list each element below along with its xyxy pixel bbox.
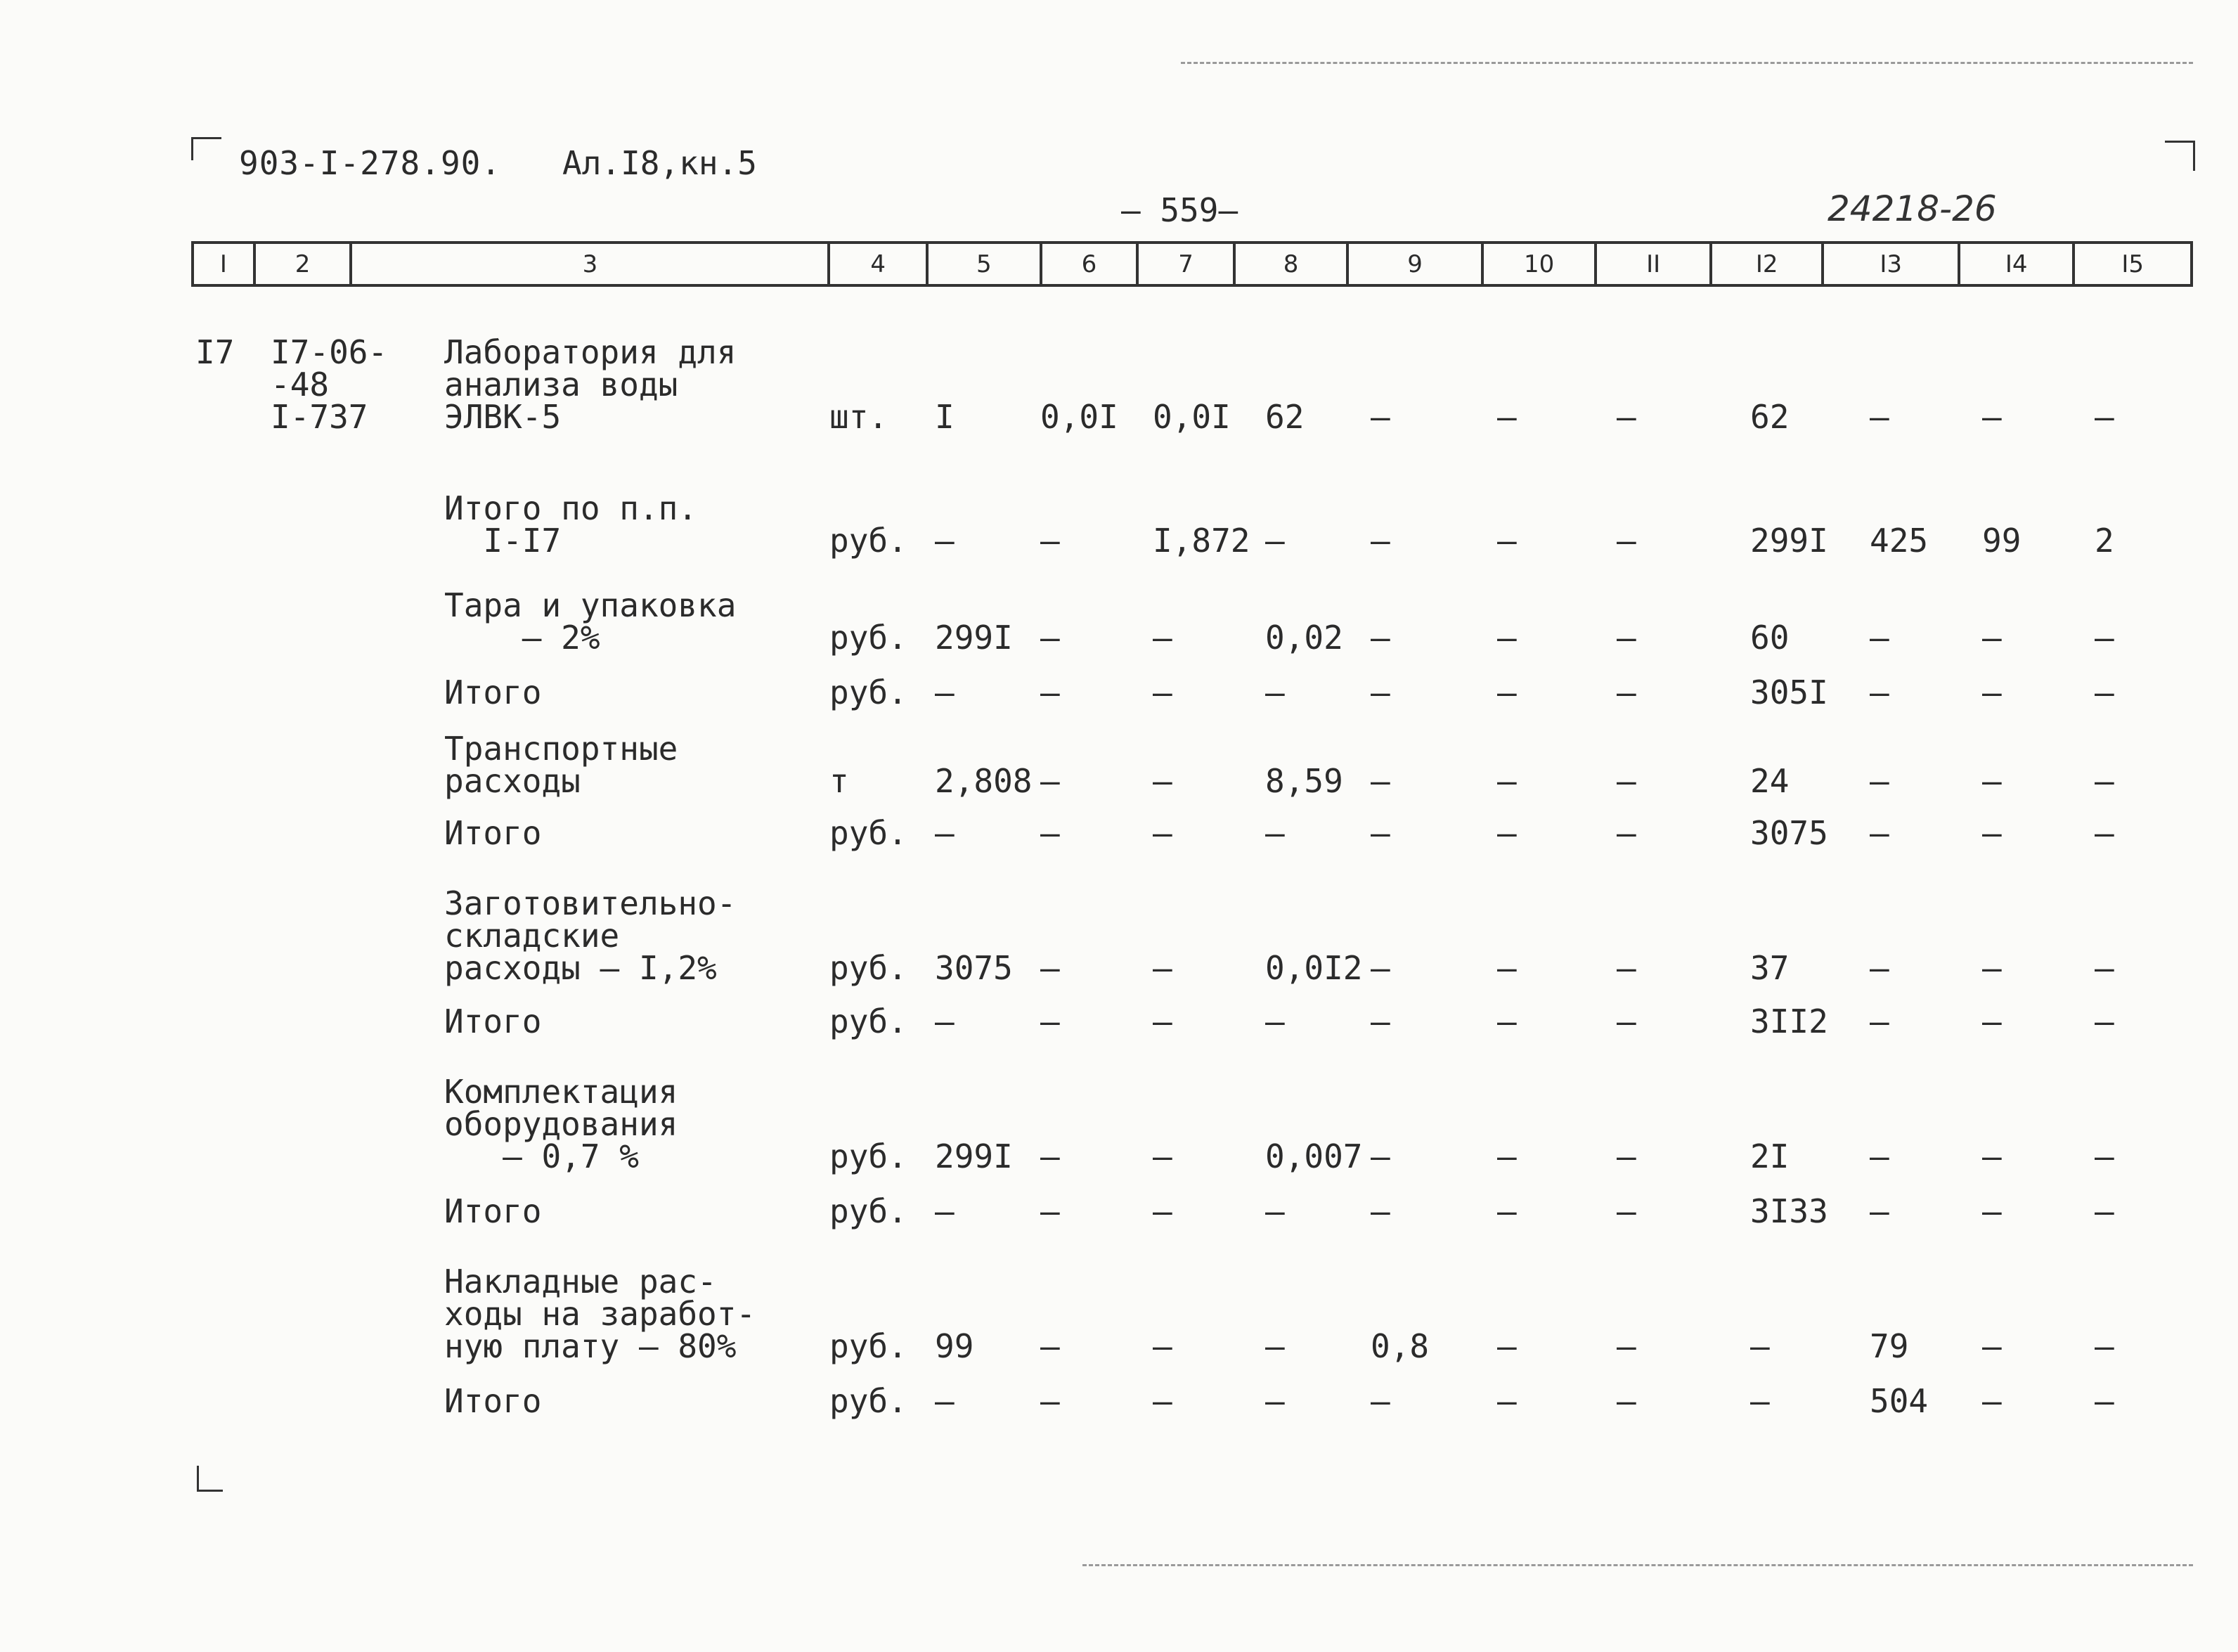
row-cell-unit: т: [829, 762, 849, 800]
row-cell-c7: –: [1153, 1382, 1172, 1420]
row-cell-c12: 305I: [1750, 673, 1828, 711]
row-cell-c5: 3075: [935, 949, 1013, 987]
row-cell-c9: –: [1371, 1382, 1390, 1420]
row-cell-c6: –: [1040, 814, 1060, 852]
row-cell-unit: руб.: [829, 1192, 907, 1230]
row-cell-c15: –: [2095, 1327, 2114, 1365]
row-cell-c7: –: [1153, 814, 1172, 852]
row-cell-c10: –: [1497, 619, 1517, 657]
row-cell-unit: руб.: [829, 814, 907, 852]
row-cell-c13: –: [1870, 398, 1889, 436]
row-cell-c12: 3075: [1750, 814, 1828, 852]
row-cell-c6: –: [1040, 522, 1060, 560]
row-cell-c6: –: [1040, 619, 1060, 657]
row-cell-desc: Итого: [444, 1192, 542, 1230]
row-cell-c7: –: [1153, 1327, 1172, 1365]
row-cell-c11: –: [1617, 949, 1636, 987]
row-cell-c12: 37: [1750, 949, 1790, 987]
row-cell-c6: –: [1040, 1192, 1060, 1230]
row-cell-c15: –: [2095, 1192, 2114, 1230]
row-cell-c15: –: [2095, 1382, 2114, 1420]
row-cell-c13: 504: [1870, 1382, 1929, 1420]
row-cell-c14: 99: [1982, 522, 2022, 560]
row-cell-unit: руб.: [829, 1327, 907, 1365]
row-cell-c14: –: [1982, 1382, 2002, 1420]
row-cell-unit: руб.: [829, 619, 907, 657]
handwritten-code: 24218-26: [1828, 188, 1997, 229]
col-header-8: 8: [1236, 244, 1350, 284]
row-cell-c14: –: [1982, 1192, 2002, 1230]
row-cell-c7: 0,0I: [1153, 398, 1231, 436]
row-cell-unit: руб.: [829, 949, 907, 987]
row-cell-c7: I,872: [1153, 522, 1250, 560]
row-cell-c6: –: [1040, 1137, 1060, 1175]
row-cell-c15: –: [2095, 1002, 2114, 1040]
row-cell-c9: –: [1371, 522, 1390, 560]
row-cell-desc: Транспортные расходы: [444, 730, 678, 800]
row-cell-c14: –: [1982, 1137, 2002, 1175]
row-cell-desc: Тара и упаковка – 2%: [444, 586, 737, 657]
row-cell-c11: –: [1617, 673, 1636, 711]
row-cell-c8: 0,0I2: [1265, 949, 1363, 987]
row-cell-code: I7-06- -48 I-737: [271, 333, 388, 436]
row-cell-c12: 2I: [1750, 1137, 1790, 1175]
row-cell-c11: –: [1617, 1137, 1636, 1175]
row-cell-c11: –: [1617, 398, 1636, 436]
row-cell-c11: –: [1617, 1327, 1636, 1365]
row-cell-c8: 62: [1265, 398, 1305, 436]
row-cell-c13: –: [1870, 1192, 1889, 1230]
row-cell-desc: Итого: [444, 814, 542, 852]
row-cell-c9: –: [1371, 762, 1390, 800]
row-cell-unit: руб.: [829, 522, 907, 560]
row-cell-c12: 24: [1750, 762, 1790, 800]
row-cell-unit: руб.: [829, 1002, 907, 1040]
row-cell-c6: 0,0I: [1040, 398, 1118, 436]
row-cell-c6: –: [1040, 1327, 1060, 1365]
row-cell-c9: –: [1371, 398, 1390, 436]
col-header-5: 5: [929, 244, 1042, 284]
row-cell-c12: 3I33: [1750, 1192, 1828, 1230]
row-cell-c10: –: [1497, 949, 1517, 987]
row-cell-pos: I7: [195, 333, 235, 371]
col-header-4: 4: [830, 244, 929, 284]
row-cell-c5: I: [935, 398, 955, 436]
col-header-10: 10: [1484, 244, 1598, 284]
row-cell-c13: –: [1870, 814, 1889, 852]
row-cell-c6: –: [1040, 762, 1060, 800]
row-cell-c7: –: [1153, 1137, 1172, 1175]
row-cell-c11: –: [1617, 814, 1636, 852]
row-cell-c10: –: [1497, 398, 1517, 436]
col-header-13: I3: [1824, 244, 1960, 284]
row-cell-c8: –: [1265, 522, 1285, 560]
row-cell-c8: –: [1265, 673, 1285, 711]
row-cell-c13: –: [1870, 1137, 1889, 1175]
row-cell-c12: 62: [1750, 398, 1790, 436]
row-cell-c11: –: [1617, 762, 1636, 800]
row-cell-c13: –: [1870, 619, 1889, 657]
row-cell-c15: –: [2095, 619, 2114, 657]
column-number-header: [191, 241, 2193, 287]
row-cell-c10: –: [1497, 1137, 1517, 1175]
row-cell-c14: –: [1982, 814, 2002, 852]
row-cell-c9: –: [1371, 619, 1390, 657]
row-cell-c13: –: [1870, 949, 1889, 987]
row-cell-c13: 79: [1870, 1327, 1909, 1365]
row-cell-c5: –: [935, 1002, 955, 1040]
row-cell-c5: –: [935, 1192, 955, 1230]
row-cell-c10: –: [1497, 1382, 1517, 1420]
row-cell-c5: –: [935, 1382, 955, 1420]
row-cell-c10: –: [1497, 1192, 1517, 1230]
corner-mark-bottom-left: [197, 1466, 223, 1492]
row-cell-c11: –: [1617, 1002, 1636, 1040]
row-cell-desc: Заготовительно- складские расходы – I,2%: [444, 884, 737, 987]
row-cell-c6: –: [1040, 949, 1060, 987]
album-reference: Ал.I8,кн.5: [562, 144, 757, 182]
row-cell-c5: –: [935, 673, 955, 711]
row-cell-c7: –: [1153, 762, 1172, 800]
page-number: — 559 —: [1121, 191, 1238, 229]
row-cell-c6: –: [1040, 673, 1060, 711]
row-cell-desc: Накладные рас- ходы на заработ- ную плату – 80%: [444, 1263, 756, 1365]
row-cell-c9: 0,8: [1371, 1327, 1430, 1365]
row-cell-c14: –: [1982, 1002, 2002, 1040]
row-cell-c12: –: [1750, 1382, 1770, 1420]
row-cell-c11: –: [1617, 619, 1636, 657]
row-cell-c12: 60: [1750, 619, 1790, 657]
row-cell-unit: руб.: [829, 673, 907, 711]
col-header-12: I2: [1712, 244, 1825, 284]
col-header-3: 3: [352, 244, 830, 284]
row-cell-desc: Комплектация оборудования – 0,7 %: [444, 1073, 678, 1175]
row-cell-c15: –: [2095, 949, 2114, 987]
row-cell-c15: –: [2095, 398, 2114, 436]
row-cell-c14: –: [1982, 1327, 2002, 1365]
row-cell-unit: руб.: [829, 1382, 907, 1420]
row-cell-c5: 99: [935, 1327, 974, 1365]
row-cell-c10: –: [1497, 673, 1517, 711]
bottom-dash-line: [1082, 1564, 2193, 1566]
row-cell-c8: 0,02: [1265, 619, 1343, 657]
col-header-15: I5: [2121, 250, 2145, 278]
row-cell-c15: –: [2095, 814, 2114, 852]
row-cell-desc: Итого: [444, 1382, 542, 1420]
row-cell-c14: –: [1982, 398, 2002, 436]
row-cell-c13: 425: [1870, 522, 1929, 560]
row-cell-c5: –: [935, 522, 955, 560]
row-cell-c14: –: [1982, 619, 2002, 657]
row-cell-desc: Итого: [444, 673, 542, 711]
row-cell-c11: –: [1617, 1192, 1636, 1230]
row-cell-unit: руб.: [829, 1137, 907, 1175]
col-header-2: 2: [256, 244, 353, 284]
row-cell-c7: –: [1153, 619, 1172, 657]
row-cell-c9: –: [1371, 949, 1390, 987]
row-cell-c11: –: [1617, 522, 1636, 560]
row-cell-c9: –: [1371, 673, 1390, 711]
col-header-6: 6: [1042, 244, 1139, 284]
row-cell-c10: –: [1497, 762, 1517, 800]
row-cell-c5: 299I: [935, 1137, 1013, 1175]
row-cell-c9: –: [1371, 1192, 1390, 1230]
row-cell-c12: 3II2: [1750, 1002, 1828, 1040]
row-cell-c13: –: [1870, 762, 1889, 800]
row-cell-c13: –: [1870, 673, 1889, 711]
col-header-9: 9: [1349, 244, 1483, 284]
top-dash-line: [1181, 62, 2193, 64]
col-header-11: II: [1597, 244, 1712, 284]
row-cell-c11: –: [1617, 1382, 1636, 1420]
row-cell-c5: 2,808: [935, 762, 1033, 800]
row-cell-c9: –: [1371, 1002, 1390, 1040]
row-cell-c8: –: [1265, 814, 1285, 852]
row-cell-c12: 299I: [1750, 522, 1828, 560]
corner-mark-top-right: [2165, 141, 2195, 171]
row-cell-c8: –: [1265, 1192, 1285, 1230]
row-cell-c10: –: [1497, 522, 1517, 560]
row-cell-c8: 8,59: [1265, 762, 1343, 800]
row-cell-c8: –: [1265, 1327, 1285, 1365]
row-cell-c7: –: [1153, 673, 1172, 711]
row-cell-c7: –: [1153, 1002, 1172, 1040]
row-cell-c9: –: [1371, 814, 1390, 852]
row-cell-desc: Лаборатория для анализа воды ЭЛВК-5: [444, 333, 737, 436]
row-cell-c14: –: [1982, 762, 2002, 800]
col-header-7: 7: [1139, 244, 1236, 284]
row-cell-c15: 2: [2095, 522, 2114, 560]
row-cell-c8: –: [1265, 1002, 1285, 1040]
row-cell-c6: –: [1040, 1002, 1060, 1040]
row-cell-c10: –: [1497, 1002, 1517, 1040]
col-header-1: I: [194, 244, 256, 284]
row-cell-unit: шт.: [829, 398, 888, 436]
row-cell-c14: –: [1982, 673, 2002, 711]
row-cell-c12: –: [1750, 1327, 1770, 1365]
row-cell-c10: –: [1497, 1327, 1517, 1365]
row-cell-c15: –: [2095, 1137, 2114, 1175]
row-cell-c5: –: [935, 814, 955, 852]
row-cell-c15: –: [2095, 762, 2114, 800]
row-cell-desc: Итого по п.п. I-I7: [444, 489, 698, 560]
row-cell-c5: 299I: [935, 619, 1013, 657]
document-code: 903-I-278.90.: [239, 144, 502, 182]
col-header-14: I4: [1960, 244, 2076, 284]
row-cell-c8: –: [1265, 1382, 1285, 1420]
row-cell-c8: 0,007: [1265, 1137, 1363, 1175]
row-cell-c10: –: [1497, 814, 1517, 852]
corner-mark-top-left: [191, 137, 221, 160]
row-cell-c13: –: [1870, 1002, 1889, 1040]
row-cell-c6: –: [1040, 1382, 1060, 1420]
row-cell-c7: –: [1153, 949, 1172, 987]
row-cell-c9: –: [1371, 1137, 1390, 1175]
row-cell-c7: –: [1153, 1192, 1172, 1230]
row-cell-c15: –: [2095, 673, 2114, 711]
row-cell-c14: –: [1982, 949, 2002, 987]
row-cell-desc: Итого: [444, 1002, 542, 1040]
